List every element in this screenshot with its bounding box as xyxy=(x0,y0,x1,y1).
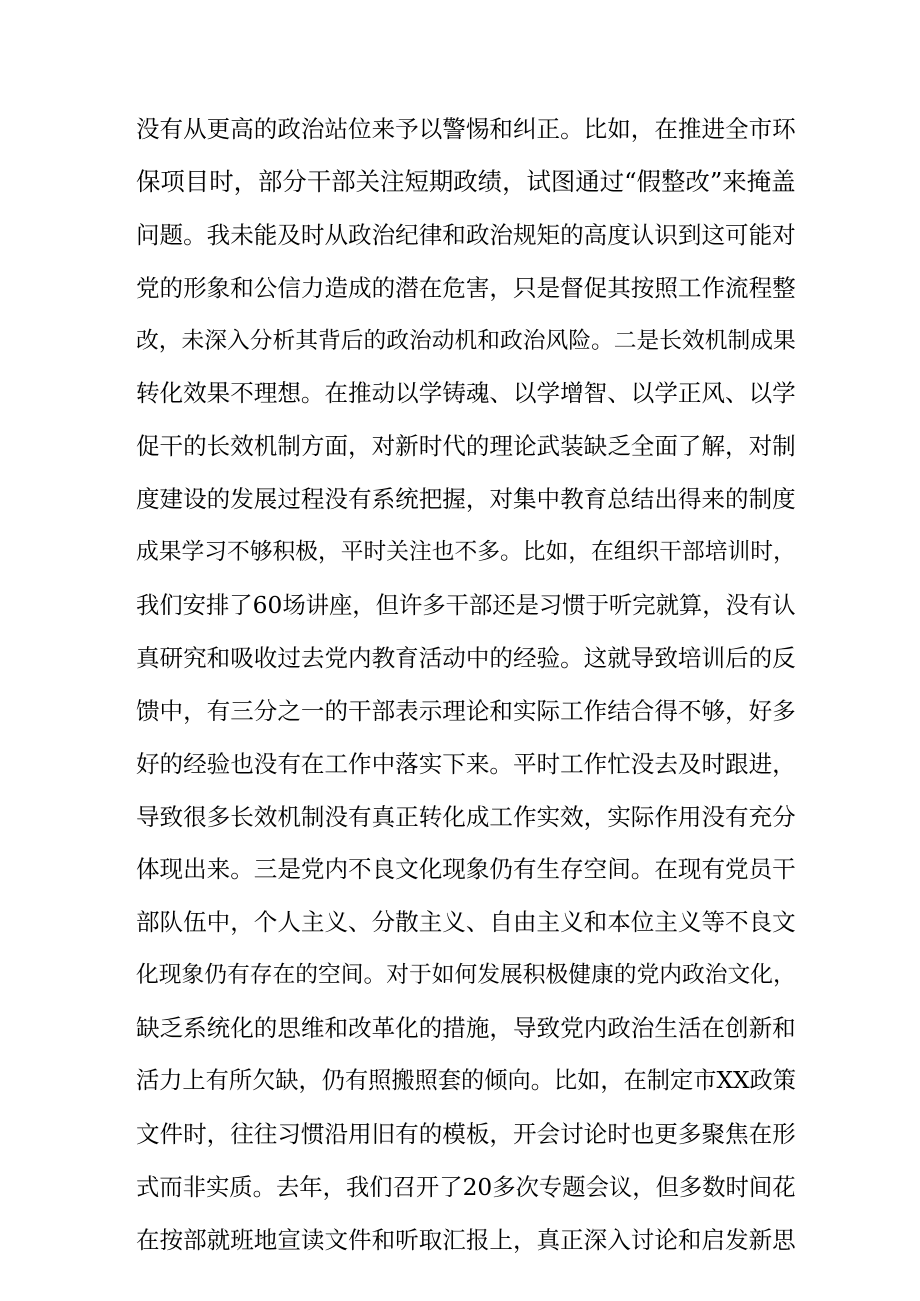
text-line: 改，未深入分析其背后的政治动机和政治风险。二是长效机制成果 xyxy=(136,327,796,354)
text-line: 好的经验也没有在工作中落实下来。平时工作忙没去及时跟进， xyxy=(136,749,796,778)
text-line: 部队伍中，个人主义、分散主义、自由主义和本位主义等不良文 xyxy=(136,908,796,937)
text-line: 缺乏系统化的思维和改革化的措施，导致党内政治生活在创新和 xyxy=(136,1014,796,1043)
text-line: 保项目时，部分干部关注短期政绩，试图通过“假整改”来掩盖 xyxy=(136,166,796,196)
text-line: 化现象仍有存在的空间。对于如何发展积极健康的党内政治文化， xyxy=(136,962,796,989)
text-line: 导致很多长效机制没有真正转化成工作实效，实际作用没有充分 xyxy=(136,802,796,831)
text-line: 真研究和吸收过去党内教育活动中的经验。这就导致培训后的反 xyxy=(136,643,796,672)
text-line: 馈中，有三分之一的干部表示理论和实际工作结合得不够，好多 xyxy=(136,696,796,725)
text-line: 活力上有所欠缺，仍有照搬照套的倾向。比如，在制定市XX政策 xyxy=(136,1067,796,1095)
text-line: 问题。我未能及时从政治纪律和政治规矩的高度认识到这可能对 xyxy=(136,220,796,249)
text-line: 转化效果不理想。在推动以学铸魂、以学增智、以学正风、以学 xyxy=(136,379,796,408)
text-line: 促干的长效机制方面，对新时代的理论武装缺乏全面了解，对制 xyxy=(136,432,796,461)
text-line: 式而非实质。去年，我们召开了20多次专题会议，但多数时间花 xyxy=(136,1172,796,1201)
text-line: 没有从更高的政治站位来予以警惕和纠正。比如，在推进全市环 xyxy=(136,115,796,143)
text-line: 在按部就班地宣读文件和听取汇报上，真正深入讨论和启发新思 xyxy=(136,1225,796,1254)
body-paragraph xyxy=(136,103,796,1267)
text-line: 体现出来。三是党内不良文化现象仍有生存空间。在现有党员干 xyxy=(136,855,796,884)
text-line: 文件时，往往习惯沿用旧有的模板，开会讨论时也更多聚焦在形 xyxy=(136,1119,796,1148)
text-line: 度建设的发展过程没有系统把握，对集中教育总结出得来的制度 xyxy=(136,485,796,514)
text-line: 党的形象和公信力造成的潜在危害，只是督促其按照工作流程整 xyxy=(136,273,796,302)
text-line: 我们安排了60场讲座，但许多干部还是习惯于听完就算，没有认 xyxy=(136,591,796,620)
text-line: 成果学习不够积极，平时关注也不多。比如，在组织干部培训时， xyxy=(136,539,796,566)
